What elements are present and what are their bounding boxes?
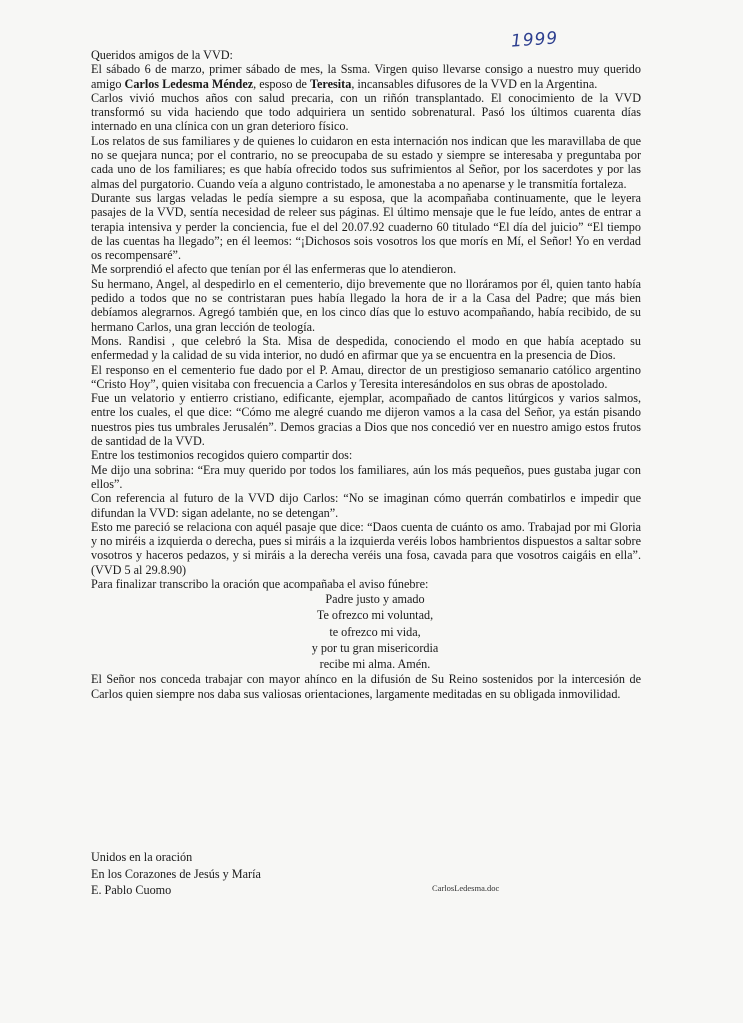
- letter-body: [91, 48, 641, 701]
- deceased-name: Carlos Ledesma Méndez: [124, 76, 254, 91]
- paragraph-4: Durante sus largas veladas le pedía siempre a su esposa, que la acompañaba continuamente, que le leyera pasajes de la VVD, sentía necesidad de releer sus páginas. El último mensaje que le fue leído, antes de entrar a terapia intensiva y perder la conciencia, fue el del 20.07.92 cuaderno 60 titulado “El día del juicio” “El tiempo de las cuentas ha llegado”; en él leemos: “¡Dichosos sois vosotros los que morís en Mí, el Señor! Yo en verdad os recompensaré”.: [91, 190, 641, 263]
- closing-paragraph: El Señor nos conceda trabajar con mayor ahínco en la difusión de Su Reino sostenidos por la intercesión de Carlos quien siempre nos daba sus valiosas orientaciones, largamente meditadas en su obligada inmovilidad.: [91, 672, 641, 701]
- paragraph-13: Esto me pareció se relaciona con aquél pasaje que dice: “Daos cuenta de cuánto os amo. Trabajad por mi Gloria y no miréis a izquierda o derecha, pues si miráis a la izquierda veréis lobos hambrientos dispuestos a saltar sobre vosotros y haceros pedazos, y si miráis a la derecha veréis una fosa, cavada para que vosotros caigáis en ella”. (VVD 5 al 29.8.90): [91, 519, 641, 577]
- paragraph-6: Su hermano, Angel, al despedirlo en el cementerio, dijo brevemente que no lloráramos por él, quien tanto había pedido a todos que no se contristaran pues había llegado la hora de ir a la Casa del Padre; que más bien debíamos alegrarnos. Agregó también que, en los cinco días que lo estuvo acompañando, había recibido, de su hermano Carlos, una gran lección de teología.: [91, 276, 641, 334]
- sign-author: E. Pablo Cuomo: [91, 883, 172, 897]
- wife-name: Teresita: [310, 76, 352, 91]
- paragraph-12: Con referencia al futuro de la VVD dijo Carlos: “No se imaginan cómo querrán combatirlos e impedir que difundan la VVD: sigan adelante, no se detengan”.: [91, 491, 641, 520]
- paragraph-3: Los relatos de sus familiares y de quienes lo cuidaron en esta internación nos indican que les maravillaba de que no se quejara nunca; por el contrario, no se preocupaba de su estado y siempre se interesaba y preguntaba por cada uno de los familiares; es que había ofrecido todos sus sufrimientos al Señor, por los sacerdotes y por las almas del purgatorio. Cuando veía a alguno contristado, le amonestaba a no apenarse y le transmitía fortaleza.: [91, 133, 641, 191]
- p1-text-c: , incansables difusores de la VVD en la Argentina.: [351, 76, 598, 91]
- sign-line-2: En los Corazones de Jesús y María: [91, 866, 261, 881]
- paragraph-9: Fue un velatorio y entierro cristiano, edificante, ejemplar, acompañado de cantos litúrgicos y varios salmos, entre los cuales, el que dice: “Cómo me alegré cuando me dijeron vamos a la casa del Señor, ya están pisando nuestros pies tus umbrales Jerusalén”. Demos gracias a Dios que nos concedió ver en nuestro amigo estos frutos de santidad de la VVD.: [91, 391, 641, 449]
- paragraph-14: Para finalizar transcribo la oración que acompañaba el aviso fúnebre:: [91, 576, 429, 591]
- paragraph-11: Me dijo una sobrina: “Era muy querido por todos los familiares, aún los más pequeños, pues gustaba jugar con ellos”.: [91, 462, 641, 491]
- paragraph-8: El responso en el cementerio fue dado por el P. Amau, director de un prestigioso semanario católico argentino “Cristo Hoy”, quien visitaba con frecuencia a Carlos y Teresita interesándolos en sus obras de apostolado.: [91, 362, 641, 391]
- signature-block: [91, 849, 261, 899]
- p1-text-a: El sábado 6 de marzo, primer sábado de mes, la Ssma. Virgen quiso llevarse consigo a nuestro muy querido amigo: [91, 62, 641, 91]
- prayer-line: recibe mi alma. Amén.: [319, 657, 431, 672]
- p1-text-b: , esposo de: [253, 76, 311, 91]
- handwritten-year: 1999: [510, 28, 559, 52]
- greeting: Queridos amigos de la VVD:: [91, 48, 233, 62]
- paragraph-7: Mons. Randisi , que celebró la Sta. Misa de despedida, conociendo el modo en que había aceptado su enfermedad y la calidad de su vida interior, no dudó en afirmar que ya se encuentra en la presencia de Dios.: [91, 333, 641, 363]
- prayer-line: Padre justo y amado: [325, 592, 425, 607]
- prayer-line: Te ofrezco mi voluntad,: [316, 608, 434, 623]
- sign-line-1: Unidos en la oración: [91, 850, 193, 864]
- prayer-line: te ofrezco mi vida,: [329, 624, 421, 639]
- paragraph-5: Me sorprendió el afecto que tenían por él las enfermeras que lo atendieron.: [91, 262, 457, 277]
- prayer-line: y por tu gran misericordia: [311, 640, 439, 655]
- paragraph-10: Entre los testimonios recogidos quiero compartir dos:: [91, 448, 353, 463]
- paragraph-1: [91, 62, 641, 91]
- paragraph-2: Carlos vivió muchos años con salud precaria, con un riñón transplantado. El conocimiento de la VVD transformó su vida haciendo que todo adquiriera un sentido sobrenatural. Pasó los últimos cuarenta días internado en una clínica con un gran deterioro físico.: [91, 90, 641, 134]
- file-name: CarlosLedesma.doc: [432, 883, 500, 893]
- prayer-verse: [91, 591, 641, 672]
